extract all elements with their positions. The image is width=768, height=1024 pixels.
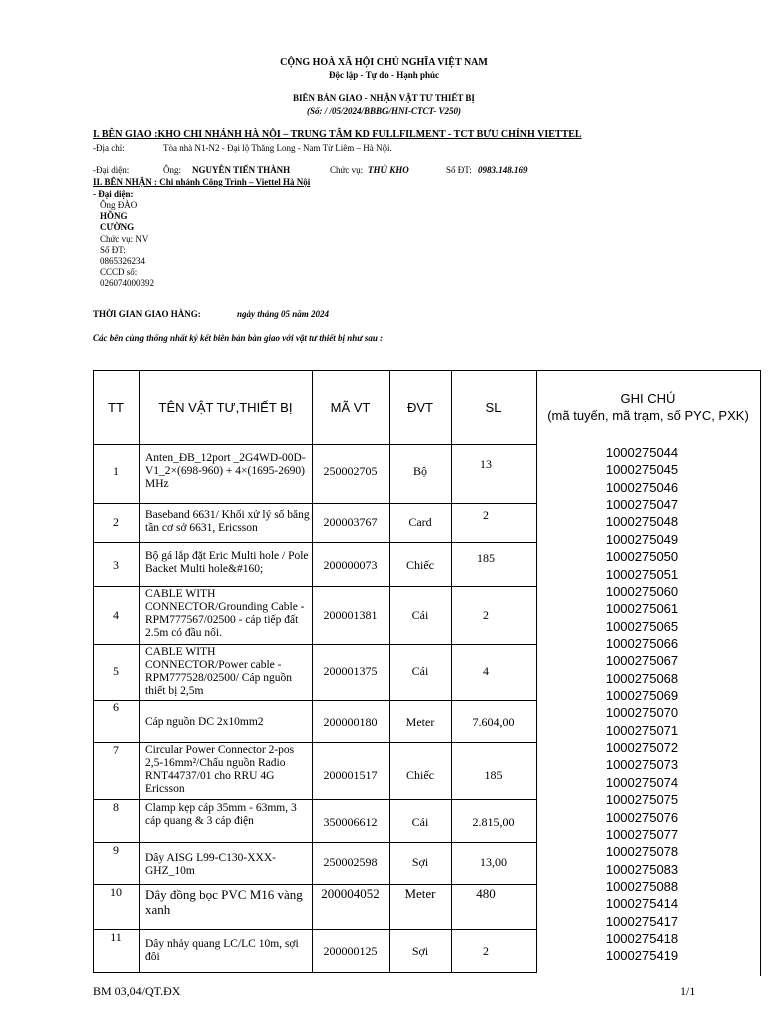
row-tt: 11: [110, 930, 122, 944]
row-name: Dây AISG L99-C130-XXX-GHZ_10m: [145, 852, 276, 877]
row-tt: 5: [113, 664, 119, 678]
row-qty: 2: [483, 508, 489, 522]
materials-table: [93, 370, 761, 973]
row-unit: Chiếc: [406, 558, 434, 572]
row-name: CABLE WITH CONNECTOR/Power cable -RPM777528/02500/ Cáp nguồn thiết bị 2,5m: [145, 646, 292, 697]
receiver-line: CƯỜNG: [100, 222, 135, 233]
note-code: 1000275070: [605, 705, 679, 721]
note-code: 1000275073: [605, 757, 679, 773]
document-title: BIÊN BẢN GIAO - NHẬN VẬT TƯ THIẾT BỊ: [293, 93, 475, 103]
row-code: 200001375: [323, 664, 378, 678]
row-name: Anten_ĐB_12port _2G4WD-00D-V1_2×(698-960) + 4×(1695-2690) MHz: [145, 452, 306, 490]
giver-rep-prefix: Ông:: [163, 165, 181, 175]
note-code: 1000275065: [605, 618, 679, 634]
row-name: Cáp nguồn DC 2x10mm2: [145, 716, 264, 728]
agreement-text: Các bên cùng thống nhất ký kết biên bản bàn giao với vật tư thiết bị như sau :: [93, 333, 384, 343]
document-number: (Số: / /05/2024/BBBG/HNI-CTCT- V250): [307, 106, 461, 116]
giver-position-label: Chức vụ:: [330, 165, 364, 175]
note-code: 1000275060: [605, 583, 679, 599]
receiver-rep-label: - Đại diện:: [93, 189, 134, 199]
row-qty: 13,00: [480, 855, 507, 869]
row-qty: 13: [480, 457, 492, 471]
receiver-line: 0865326234: [100, 256, 145, 267]
giver-phone-label: Số ĐT:: [446, 165, 472, 175]
nation-title: CỘNG HOÀ XÃ HỘI CHỦ NGHĨA VIỆT NAM: [280, 57, 488, 68]
note-code: 1000275072: [605, 740, 679, 756]
row-name: Clamp kẹp cáp 35mm - 63mm, 3 cáp quang & 3 cáp điện: [145, 802, 297, 827]
row-unit: Sợi: [411, 944, 429, 958]
delivery-value: ngày tháng 05 năm 2024: [237, 309, 330, 319]
row-qty: 2: [483, 608, 489, 622]
note-code: 1000275088: [605, 878, 679, 894]
row-tt: 1: [113, 464, 119, 478]
giver-phone: 0983.148.169: [478, 165, 528, 175]
giver-address: Tòa nhà N1-N2 - Đại lộ Thăng Long - Nam Từ Liêm – Hà Nội.: [163, 143, 392, 153]
row-code: 200001517: [323, 768, 378, 782]
header-notes: GHI CHÚ (mã tuyến, mã trạm, số PYC, PXK): [547, 391, 749, 423]
receiver-line: Chức vụ: NV: [100, 233, 149, 244]
delivery-label: THỜI GIAN GIAO HÀNG:: [93, 309, 201, 319]
note-code: 1000275066: [605, 635, 679, 651]
row-qty: 2: [483, 944, 489, 958]
row-unit: Cái: [411, 815, 429, 829]
note-code: 1000275077: [605, 826, 679, 842]
row-tt: 2: [113, 515, 119, 529]
row-tt: 10: [110, 885, 122, 899]
note-code: 1000275419: [605, 948, 679, 964]
row-unit: Bộ: [412, 464, 427, 478]
receiver-details: [100, 200, 154, 290]
giver-rep-name: NGUYỄN TIẾN THÀNH: [192, 165, 291, 175]
note-code: 1000275067: [605, 653, 679, 669]
row-qty: 2.815,00: [472, 815, 515, 829]
note-code: 1000275050: [605, 549, 679, 565]
receiver-line: Số ĐT:: [100, 244, 126, 255]
row-qty: 185: [484, 768, 503, 782]
row-tt: 7: [113, 743, 119, 757]
row-name: CABLE WITH CONNECTOR/Grounding Cable -RPM777567/02500 - cáp tiếp đất 2.5m có đầu nối.: [145, 588, 305, 639]
form-code: BM 03,04/QT.ĐX: [93, 984, 181, 998]
note-code: 1000275046: [605, 479, 679, 495]
giver-heading: I. BÊN GIAO :KHO CHI NHÁNH HÀ NỘI – TRUNG TÂM KD FULLFILMENT - TCT BƯU CHÍNH VIETTEL: [93, 129, 582, 140]
row-unit: Sợi: [411, 855, 429, 869]
row-name: Bộ gá lắp đặt Eric Multi hole / Pole Backet Multi hole&#160;: [145, 550, 309, 575]
motto: Độc lập - Tự do - Hạnh phúc: [328, 70, 439, 80]
note-code: 1000275418: [605, 931, 679, 947]
giver-position: THỦ KHO: [368, 165, 409, 175]
note-code: 1000275044: [605, 445, 679, 460]
row-code: 250002598: [323, 855, 378, 869]
row-code: 350006612: [323, 815, 378, 829]
header-code: MÃ VT: [330, 399, 371, 415]
row-unit: Card: [408, 515, 432, 529]
giver-address-label: -Địa chỉ:: [93, 143, 125, 153]
giver-rep-label: -Đại diện:: [93, 165, 130, 175]
row-tt: 3: [113, 558, 119, 572]
header-name: TÊN VẬT TƯ,THIẾT BỊ: [158, 399, 293, 415]
row-tt: 6: [113, 700, 119, 714]
row-unit: Chiếc: [406, 768, 434, 782]
row-code: 200000073: [323, 558, 378, 572]
note-code: 1000275061: [605, 601, 679, 617]
header-qty: SL: [485, 399, 502, 415]
note-code: 1000275083: [605, 861, 679, 877]
row-unit: Cái: [411, 608, 429, 622]
notes-codes: [562, 444, 722, 965]
note-code: 1000275071: [605, 722, 679, 738]
receiver-heading: II. BÊN NHẬN : Chi nhánh Công Trình – Viettel Hà Nội: [93, 177, 311, 187]
note-code: 1000275078: [605, 844, 679, 860]
note-code: 1000275074: [605, 774, 679, 790]
row-tt: 4: [113, 608, 119, 622]
receiver-line: 026074000392: [100, 278, 154, 289]
note-code: 1000275069: [605, 688, 679, 704]
receiver-line: CCCD số:: [100, 267, 138, 278]
header-tt: TT: [108, 399, 124, 415]
note-code: 1000275076: [605, 809, 679, 825]
receiver-line: HỒNG: [100, 211, 128, 222]
note-code: 1000275048: [605, 514, 679, 530]
row-code: 200000125: [323, 944, 378, 958]
row-code: 200000180: [323, 715, 378, 729]
row-unit: Meter: [404, 886, 436, 901]
receiver-line: Ông ĐÀO: [100, 200, 138, 210]
note-code: 1000275414: [605, 896, 679, 912]
row-name: Circular Power Connector 2-pos 2,5-16mm²/Chấu nguồn Radio RNT44737/01 cho RRU 4G Ericsson: [145, 744, 295, 795]
row-name: Baseband 6631/ Khối xử lý số băng tần cơ sở 6631, Ericsson: [145, 509, 310, 534]
page-number: 1/1: [680, 984, 696, 998]
note-code: 1000275047: [605, 497, 679, 513]
row-qty: 480: [476, 886, 496, 901]
note-code: 1000275049: [605, 531, 679, 547]
note-code: 1000275417: [605, 913, 679, 929]
row-unit: Cái: [411, 664, 429, 678]
row-code: 250002705: [323, 464, 378, 478]
note-code: 1000275075: [605, 792, 679, 808]
row-name: Dây đồng bọc PVC M16 vàng xanh: [145, 887, 303, 917]
row-code: 200003767: [323, 515, 378, 529]
row-qty: 4: [483, 664, 489, 678]
row-tt: 8: [113, 800, 119, 814]
row-qty: 185: [477, 551, 495, 565]
row-name: Dây nhảy quang LC/LC 10m, sợi đôi: [145, 938, 299, 963]
note-code: 1000275045: [605, 462, 679, 478]
note-code: 1000275068: [605, 670, 679, 686]
row-code: 200004052: [321, 886, 380, 901]
row-qty: 7.604,00: [472, 715, 515, 729]
header-unit: ĐVT: [407, 399, 433, 415]
note-code: 1000275051: [605, 566, 679, 582]
row-unit: Meter: [405, 715, 435, 729]
row-tt: 9: [113, 843, 119, 857]
row-code: 200001381: [323, 608, 378, 622]
